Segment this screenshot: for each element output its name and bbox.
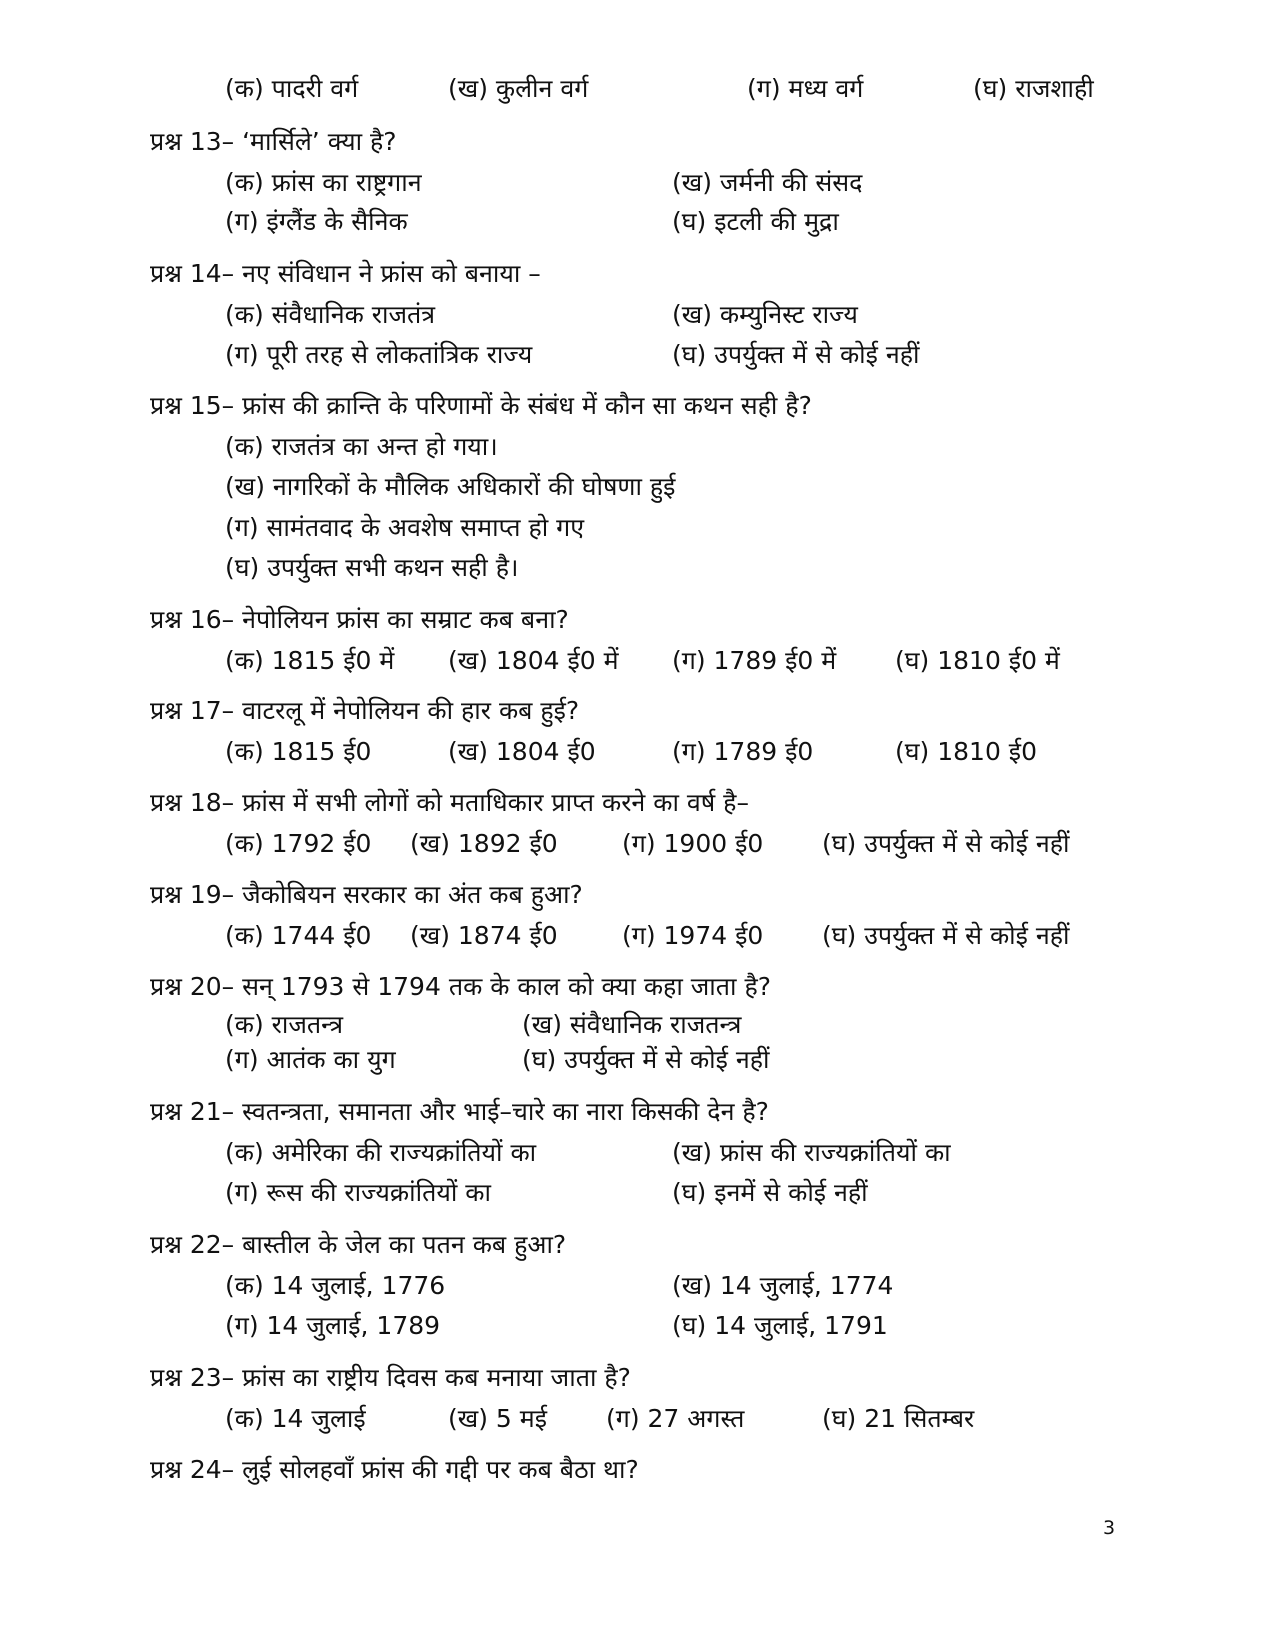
question-18: प्रश्न 18– फ्रांस में सभी लोगों को मताधिकार प्राप्त करने का वर्ष है–	[150, 788, 749, 817]
option-text: (क) अमेरिका की राज्यक्रांतियों का	[225, 1138, 537, 1167]
question-13: प्रश्न 13– ‘मार्सिले’ क्या है?	[150, 127, 397, 156]
option-text: (ग) सामंतवाद के अवशेष समाप्त हो गए	[225, 513, 585, 542]
option-text: (ख) 1804 ई0	[448, 737, 596, 766]
option-text: (क) 1792 ई0	[225, 829, 372, 858]
question-24: प्रश्न 24– लुई सोलहवाँ फ्रांस की गद्दी पर कब बैठा था?	[150, 1455, 639, 1484]
option-text: (घ) उपर्युक्त में से कोई नहीं	[672, 340, 920, 369]
option-text: (क) 1815 ई0	[225, 737, 372, 766]
option-text: (ख) 1804 ई0 में	[448, 646, 619, 675]
option-text: (ख) 5 मई	[448, 1404, 547, 1433]
option-text: (घ) 1810 ई0 में	[895, 646, 1060, 675]
question-23: प्रश्न 23– फ्रांस का राष्ट्रीय दिवस कब मनाया जाता है?	[150, 1363, 631, 1392]
option-text: (घ) 21 सितम्बर	[822, 1404, 975, 1433]
option-text: (क) संवैधानिक राजतंत्र	[225, 300, 436, 329]
option-text: (ग) रूस की राज्यक्रांतियों का	[225, 1178, 491, 1207]
option-text: (ख) 1874 ई0	[410, 921, 558, 950]
option-text: (ग) 1789 ई0	[672, 737, 814, 766]
option-text: (क) 1744 ई0	[225, 921, 372, 950]
option-text: (ख) जर्मनी की संसद	[672, 168, 863, 197]
option-text: (क) फ्रांस का राष्ट्रगान	[225, 168, 422, 197]
option-text: (क) पादरी वर्ग	[225, 74, 359, 103]
question-20: प्रश्न 20– सन् 1793 से 1794 तक के काल को क्या कहा जाता है?	[150, 972, 771, 1001]
option-text: (ख) फ्रांस की राज्यक्रांतियों का	[672, 1138, 951, 1167]
option-text: (क) 14 जुलाई, 1776	[225, 1271, 446, 1300]
question-14: प्रश्न 14– नए संविधान ने फ्रांस को बनाया –	[150, 259, 541, 288]
option-text: (ग) 1900 ई0	[622, 829, 764, 858]
option-text: (ख) नागरिकों के मौलिक अधिकारों की घोषणा हुई	[225, 472, 676, 501]
option-text: (ख) संवैधानिक राजतन्त्र	[522, 1010, 742, 1039]
option-text: (ख) 1892 ई0	[410, 829, 558, 858]
option-text: (ग) पूरी तरह से लोकतांत्रिक राज्य	[225, 340, 533, 369]
question-17: प्रश्न 17– वाटरलू में नेपोलियन की हार कब हुई?	[150, 696, 580, 725]
question-21: प्रश्न 21– स्वतन्त्रता, समानता और भाई–चारे का नारा किसकी देन है?	[150, 1097, 769, 1126]
option-text: (घ) 1810 ई0	[895, 737, 1037, 766]
option-text: (घ) इनमें से कोई नहीं	[672, 1178, 868, 1207]
option-text: (ग) इंग्लैंड के सैनिक	[225, 207, 408, 236]
option-text: (घ) 14 जुलाई, 1791	[672, 1311, 888, 1340]
question-15: प्रश्न 15– फ्रांस की क्रान्ति के परिणामों के संबंध में कौन सा कथन सही है?	[150, 391, 812, 420]
option-text: (घ) उपर्युक्त में से कोई नहीं	[822, 921, 1070, 950]
option-text: (ग) 27 अगस्त	[606, 1404, 745, 1433]
option-text: (ख) 14 जुलाई, 1774	[672, 1271, 894, 1300]
option-text: (घ) इटली की मुद्रा	[672, 207, 839, 236]
option-text: (घ) उपर्युक्त में से कोई नहीं	[822, 829, 1070, 858]
option-text: (घ) उपर्युक्त में से कोई नहीं	[522, 1045, 770, 1074]
option-text: (ग) मध्य वर्ग	[747, 74, 864, 103]
option-text: (ग) आतंक का युग	[225, 1045, 396, 1074]
option-text: (क) राजतन्त्र	[225, 1010, 344, 1039]
option-text: (घ) उपर्युक्त सभी कथन सही है।	[225, 553, 519, 582]
option-text: (घ) राजशाही	[973, 74, 1094, 103]
option-text: (क) 14 जुलाई	[225, 1404, 366, 1433]
question-22: प्रश्न 22– बास्तील के जेल का पतन कब हुआ?	[150, 1230, 567, 1259]
option-text: (क) राजतंत्र का अन्त हो गया।	[225, 432, 498, 461]
page-number: 3	[1103, 1517, 1116, 1539]
question-19: प्रश्न 19– जैकोबियन सरकार का अंत कब हुआ?	[150, 880, 583, 909]
option-text: (ग) 14 जुलाई, 1789	[225, 1311, 441, 1340]
option-text: (ख) कुलीन वर्ग	[448, 74, 589, 103]
question-16: प्रश्न 16– नेपोलियन फ्रांस का सम्राट कब बना?	[150, 605, 569, 634]
option-text: (ग) 1789 ई0 में	[672, 646, 837, 675]
option-text: (क) 1815 ई0 में	[225, 646, 395, 675]
option-text: (ख) कम्युनिस्ट राज्य	[672, 300, 858, 329]
option-text: (ग) 1974 ई0	[622, 921, 764, 950]
